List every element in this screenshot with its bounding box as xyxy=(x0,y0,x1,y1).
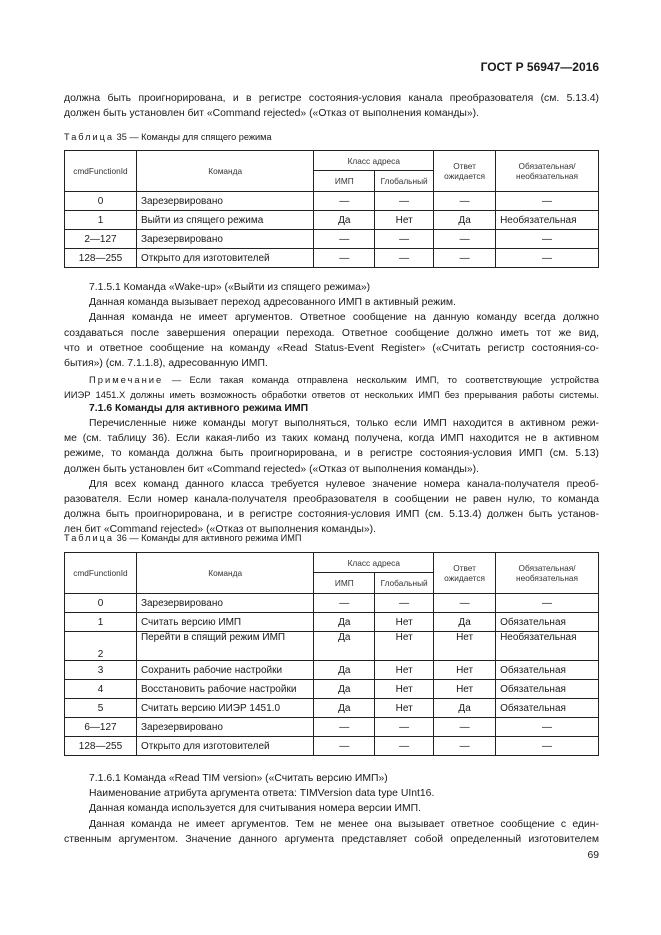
cell-command: Восстановить рабочие настройки xyxy=(136,680,313,699)
cell-command: Зарезервировано xyxy=(136,594,313,613)
table-row xyxy=(65,718,599,737)
table-35 xyxy=(64,150,599,268)
cell-global: — xyxy=(375,192,434,211)
col-header-mandatory: Обязательная/ необязательная xyxy=(496,553,599,594)
text-line: ме (см. таблицу 36). Если какая-либо из таких команд получена, когда ИМП находится не в активном xyxy=(64,433,599,445)
cell-mandatory: Обязательная xyxy=(496,613,599,632)
cell-tim: — xyxy=(314,192,375,211)
table-36-caption xyxy=(64,533,302,543)
table-35-caption xyxy=(64,132,272,142)
note xyxy=(64,372,599,402)
cell-tim: Да xyxy=(314,613,375,632)
table-row xyxy=(65,737,599,756)
cell-mandatory: — xyxy=(496,594,599,613)
cell-id: 0 xyxy=(65,594,137,613)
caption-prefix: Таблица xyxy=(64,132,115,142)
text-line: бытия») (см. 7.1.1.8), адресованную ИМП. xyxy=(64,357,268,369)
note-text-1: — Если такая команда отправлена нескольким ИМП, то соответствующие устройства xyxy=(163,374,599,385)
cell-reply: Да xyxy=(434,211,496,230)
cell-command: Перейти в спящий режим ИМП xyxy=(136,632,313,661)
cell-mandatory: Обязательная xyxy=(496,680,599,699)
cell-global: Нет xyxy=(375,632,434,661)
cell-reply: — xyxy=(434,718,496,737)
cell-reply: — xyxy=(434,737,496,756)
cell-global: Нет xyxy=(375,613,434,632)
cell-id: 128—255 xyxy=(65,737,137,756)
cell-id: 128—255 xyxy=(65,249,137,268)
table-row xyxy=(65,211,599,230)
cell-id: 3 xyxy=(65,661,137,680)
cell-global: Нет xyxy=(375,211,434,230)
cell-command: Выйти из спящего режима xyxy=(136,211,313,230)
cell-mandatory: Необязательная xyxy=(496,211,599,230)
cell-tim: — xyxy=(314,249,375,268)
section-7-1-5-1 xyxy=(64,280,599,371)
cell-mandatory: — xyxy=(496,192,599,211)
table-row xyxy=(65,699,599,718)
table-row xyxy=(65,613,599,632)
section-7-1-6-body xyxy=(64,416,599,538)
note-label: Примечание xyxy=(89,374,164,385)
text-line: создаваться после завершения операции перехода. Ответное сообщение должно иметь тот же вид, xyxy=(64,327,599,339)
cell-tim: Да xyxy=(314,699,375,718)
intro-paragraph xyxy=(64,91,599,121)
text-line: Данная команда не имеет аргументов. Тем не менее она вызывает ответное сообщение с един- xyxy=(89,818,599,830)
text-line: 7.1.6.1 Команда «Read TIM version» («Считать версию ИМП») xyxy=(89,773,388,784)
cell-reply: Нет xyxy=(434,632,496,661)
cell-mandatory: — xyxy=(496,249,599,268)
col-header-address-class: Класс адреса xyxy=(314,553,434,573)
cell-global: Нет xyxy=(375,680,434,699)
cell-global: — xyxy=(375,737,434,756)
header-row xyxy=(65,553,599,573)
document-id: ГОСТ Р 56947—2016 xyxy=(480,60,599,74)
cell-mandatory: Обязательная xyxy=(496,699,599,718)
cell-id: 1 xyxy=(65,211,137,230)
cell-tim: — xyxy=(314,594,375,613)
cell-command: Сохранить рабочие настройки xyxy=(136,661,313,680)
text-line: разователя. Если номер канала-получателя преобразователя в сообщении не равен нулю, то команда xyxy=(64,493,599,505)
cell-reply: — xyxy=(434,192,496,211)
note-line-2: ИИЭР 1451.X должны иметь возможность обработки ответов от нескольких ИМП без прерывания работы системы. xyxy=(64,389,599,401)
col-header-tim: ИМП xyxy=(314,573,375,594)
col-header-cmdfunctionid: cmdFunctionId xyxy=(65,553,137,594)
cell-reply: Да xyxy=(434,699,496,718)
cell-mandatory: Необязательная xyxy=(496,632,599,661)
page-number: 69 xyxy=(587,850,599,861)
cell-tim: — xyxy=(314,230,375,249)
cell-id: 2—127 xyxy=(65,230,137,249)
text-line: должен быть установлен бит «Command rejected» («Отказ от выполнения команды»). xyxy=(64,108,480,120)
col-header-reply-expected: Ответ ожидается xyxy=(434,151,496,192)
cell-global: — xyxy=(375,230,434,249)
table-row xyxy=(65,192,599,211)
col-header-command: Команда xyxy=(136,553,313,594)
text-line: что и ответное сообщение на команду «Read Status-Event Register» («Считать регистр состояния-со- xyxy=(64,342,599,354)
text-line: должна быть проигнорирована, и в регистре состояния-условия канала преобразователя (см. 5.13.4) xyxy=(64,93,599,104)
cell-id: 2 xyxy=(65,632,137,661)
cell-mandatory: Обязательная xyxy=(496,661,599,680)
text-line: режиме, то команда должна быть проигнорирована, и в регистре состояния-условия ИМП (см. 5.13) xyxy=(64,448,599,460)
cell-reply: Нет xyxy=(434,661,496,680)
text-line: Данная команда вызывает переход адресованного ИМП в активный режим. xyxy=(89,297,456,309)
table-row xyxy=(65,249,599,268)
text-line: Перечисленные ниже команды могут выполняться, только если ИМП находится в активном режи- xyxy=(89,418,599,429)
cell-command: Считать версию ИИЭР 1451.0 xyxy=(136,699,313,718)
col-header-global: Глобальный xyxy=(375,171,434,192)
text-line: Наименование атрибута аргумента ответа: TIMVersion data type UInt16. xyxy=(89,788,435,800)
cell-mandatory: — xyxy=(496,230,599,249)
section-7-1-6-1 xyxy=(64,771,599,847)
cell-tim: — xyxy=(314,737,375,756)
cell-tim: Да xyxy=(314,661,375,680)
cell-command: Зарезервировано xyxy=(136,192,313,211)
caption-prefix: Таблица xyxy=(64,533,115,543)
cell-reply: — xyxy=(434,230,496,249)
caption-text: 36 — Команды для активного режима ИМП xyxy=(114,533,302,543)
cell-tim: Да xyxy=(314,632,375,661)
note-line-1 xyxy=(64,372,599,387)
cell-reply: — xyxy=(434,594,496,613)
table-row xyxy=(65,632,599,661)
cell-id: 0 xyxy=(65,192,137,211)
table-row xyxy=(65,661,599,680)
table-row xyxy=(65,230,599,249)
text-line: Данная команда не имеет аргументов. Ответное сообщение на данную команду всегда должно xyxy=(89,312,599,324)
col-header-reply-expected: Ответ ожидается xyxy=(434,553,496,594)
cell-command: Зарезервировано xyxy=(136,230,313,249)
cell-id: 5 xyxy=(65,699,137,718)
cell-global: — xyxy=(375,594,434,613)
text-line: ственным аргументом. Значение данного аргумента представляет собой определенный изготовителем xyxy=(64,833,599,845)
cell-id: 1 xyxy=(65,613,137,632)
cell-reply: Да xyxy=(434,613,496,632)
text-line: должна быть проигнорирована, и в регистре состояния-условия ИМП (см. 5.13.4) должен быть установ- xyxy=(64,509,599,521)
caption-text: 35 — Команды для спящего режима xyxy=(114,132,272,142)
cell-command: Зарезервировано xyxy=(136,718,313,737)
cell-id: 4 xyxy=(65,680,137,699)
col-header-cmdfunctionid: cmdFunctionId xyxy=(65,151,137,192)
text-line: должен быть установлен бит «Command rejected» («Отказ от выполнения команды»). xyxy=(64,463,480,475)
text-line: Для всех команд данного класса требуется нулевое значение номера канала-получателя преоб- xyxy=(89,478,599,490)
cell-global: Нет xyxy=(375,661,434,680)
cell-global: Нет xyxy=(375,699,434,718)
table-row xyxy=(65,594,599,613)
cell-command: Открыто для изготовителей xyxy=(136,249,313,268)
cell-reply: — xyxy=(434,249,496,268)
cell-global: — xyxy=(375,718,434,737)
table-36 xyxy=(64,552,599,756)
header-row xyxy=(65,151,599,171)
cell-mandatory: — xyxy=(496,737,599,756)
text-line: лен бит «Command rejected» («Отказ от выполнения команды»). xyxy=(64,524,377,536)
text-line: Данная команда используется для считывания номера версии ИМП. xyxy=(89,803,421,815)
cell-mandatory: — xyxy=(496,718,599,737)
cell-global: — xyxy=(375,249,434,268)
col-header-global: Глобальный xyxy=(375,573,434,594)
cell-tim: — xyxy=(314,718,375,737)
cell-tim: Да xyxy=(314,211,375,230)
cell-reply: Нет xyxy=(434,680,496,699)
section-7-1-6-heading: 7.1.6 Команды для активного режима ИМП xyxy=(89,403,309,414)
col-header-address-class: Класс адреса xyxy=(314,151,434,171)
cell-command: Открыто для изготовителей xyxy=(136,737,313,756)
col-header-command: Команда xyxy=(136,151,313,192)
table-row xyxy=(65,680,599,699)
cell-id: 6—127 xyxy=(65,718,137,737)
text-line: 7.1.5.1 Команда «Wake-up» («Выйти из спящего режима») xyxy=(89,282,371,293)
cell-tim: Да xyxy=(314,680,375,699)
cell-command: Считать версию ИМП xyxy=(136,613,313,632)
col-header-mandatory: Обязательная/ необязательная xyxy=(496,151,599,192)
col-header-tim: ИМП xyxy=(314,171,375,192)
